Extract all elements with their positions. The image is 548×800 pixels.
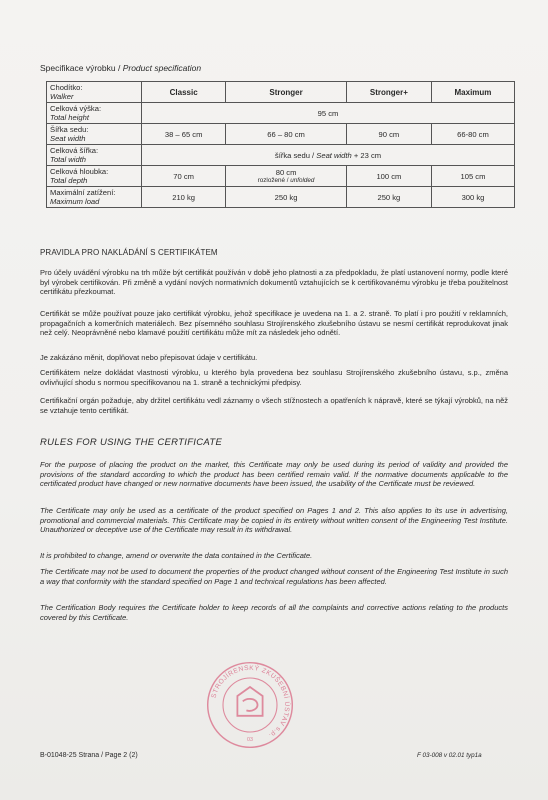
spec-table bbox=[46, 81, 515, 208]
rules-cz-paragraph: Certifikát se může používat pouze jako certifikát výrobku, jehož specifikace je uvedena na 1. a 2. straně. To platí i pro použití v reklamních, propagačních a komerčních materiálech. Bez písemného souhlasu Strojírenského zkušebního ústavu se nesmí certifikát reprodukovat jinak než celý. Neoprávněné nebo klamavé použití certifikátu může mít za následek jeho odnětí. bbox=[40, 309, 508, 338]
width-all-suffix: + 23 cm bbox=[351, 150, 382, 160]
label-max-load bbox=[47, 187, 142, 208]
rules-cz-paragraph: Certifikační orgán požaduje, aby držitel certifikátu vedl záznamy o všech stížnostech a opatřeních k nápravě, které se týkají výrobků, na něž se vztahuje tento certifikát. bbox=[40, 396, 508, 415]
width-all-en: Seat width bbox=[316, 150, 352, 160]
label-cz: Celková šířka: bbox=[50, 146, 99, 155]
load-stronger-plus: 250 kg bbox=[346, 187, 431, 208]
model-stronger-plus: Stronger+ bbox=[346, 82, 431, 103]
load-classic: 210 kg bbox=[142, 187, 226, 208]
label-cz: Celková hloubka: bbox=[50, 167, 109, 176]
stamp-number: 03 bbox=[247, 737, 253, 743]
rules-cz-paragraph: Pro účely uvádění výrobku na trh může být certifikát používán v době jeho platnosti a za předpokladu, že platí ustanovení normy, podle které byl výrobek certifikován. Při změně a vydání nových normativních dokumentů vztahujících se k certifikovanému výrobku je třeba použitelnost certifikátu přezkoumat. bbox=[40, 268, 508, 297]
row-height bbox=[47, 103, 515, 124]
row-walker bbox=[47, 82, 515, 103]
label-height bbox=[47, 103, 142, 124]
label-en: Maximum load bbox=[50, 197, 100, 206]
spec-title-cz: Specifikace výrobku / bbox=[40, 63, 123, 73]
label-cz: Chodítko: bbox=[50, 83, 83, 92]
label-cz: Maximální zatížení: bbox=[50, 188, 116, 197]
spec-title-en: Product specification bbox=[122, 63, 202, 73]
depth-note bbox=[229, 177, 343, 184]
label-en: Total depth bbox=[50, 176, 88, 185]
row-max-load bbox=[47, 187, 515, 208]
label-en: Total height bbox=[50, 113, 89, 122]
depth-maximum: 105 cm bbox=[431, 166, 514, 187]
height-all: 95 cm bbox=[142, 103, 515, 124]
load-maximum: 300 kg bbox=[431, 187, 514, 208]
seat-stronger-plus: 90 cm bbox=[346, 124, 431, 145]
label-total-depth bbox=[47, 166, 142, 187]
rules-en-paragraph: For the purpose of placing the product on the market, this Certificate may only be used during its period of validity and provided the provisions of the standard according to which the product has been certified remain valid. If the normative documents applicable to the certificated product have changed or new normative documents have been issued, the usability of the Certificate must be reviewed. bbox=[40, 460, 508, 489]
model-stronger: Stronger bbox=[226, 82, 347, 103]
rules-en-paragraph: The Certificate may not be used to document the properties of the product changed without consent of the Engineering Test Institute in such a way that conformity with the standard specified on Page 1 and technical regulations has been affected. bbox=[40, 567, 508, 586]
rules-cz-heading: PRAVIDLA PRO NAKLÁDÁNÍ S CERTIFIKÁTEM bbox=[40, 248, 218, 257]
row-total-width bbox=[47, 145, 515, 166]
depth-note-en: unfolded bbox=[290, 177, 315, 184]
label-cz: Šířka sedu: bbox=[50, 125, 89, 134]
depth-stronger-value: 80 cm bbox=[275, 168, 297, 177]
width-all-cz: šířka sedu / bbox=[274, 150, 317, 160]
seat-maximum: 66-80 cm bbox=[431, 124, 514, 145]
load-stronger: 250 kg bbox=[226, 187, 347, 208]
label-cz: Celková výška: bbox=[50, 104, 102, 113]
row-total-depth bbox=[47, 166, 515, 187]
label-en: Walker bbox=[50, 92, 74, 101]
footer-page-number: B-01048-25 Strana / Page 2 (2) bbox=[40, 752, 138, 759]
model-maximum: Maximum bbox=[431, 82, 514, 103]
seat-classic: 38 – 65 cm bbox=[142, 124, 226, 145]
depth-stronger bbox=[226, 166, 347, 187]
spec-title bbox=[40, 63, 201, 73]
model-classic: Classic bbox=[142, 82, 226, 103]
label-seat-width bbox=[47, 124, 142, 145]
depth-classic: 70 cm bbox=[142, 166, 226, 187]
depth-stronger-plus: 100 cm bbox=[346, 166, 431, 187]
institute-stamp-icon bbox=[205, 660, 295, 750]
label-total-width bbox=[47, 145, 142, 166]
rules-en-paragraph: The Certification Body requires the Certificate holder to keep records of all the complaints and corrective actions relating to the products covered by this Certificate. bbox=[40, 603, 508, 622]
width-all bbox=[142, 145, 515, 166]
row-seat-width bbox=[47, 124, 515, 145]
rules-en-heading: RULES FOR USING THE CERTIFICATE bbox=[40, 437, 223, 448]
rules-cz-paragraph: Certifikátem nelze dokládat vlastnosti výrobku, u kterého byla provedena bez souhlasu Strojírenského zkušebního ústavu, s.p., změna ovlivňující shodu s normou specifikovanou na 1. straně a technickými předpisy. bbox=[40, 368, 508, 387]
depth-note-cz: rozložené / bbox=[257, 177, 291, 184]
footer-form-code: F 03-008 v 02.01 typ1a bbox=[417, 752, 482, 759]
rules-en-paragraph: It is prohibited to change, amend or overwrite the data contained in the Certificate. bbox=[40, 551, 313, 560]
rules-cz-paragraph: Je zakázáno měnit, doplňovat nebo přepisovat údaje v certifikátu. bbox=[40, 353, 258, 362]
label-walker bbox=[47, 82, 142, 103]
stamp-ring-text: STROJÍRENSKÝ ZKUŠEBNÍ ÚSTAV s.p. bbox=[210, 664, 291, 740]
seat-stronger: 66 – 80 cm bbox=[226, 124, 347, 145]
label-en: Seat width bbox=[50, 134, 86, 143]
label-en: Total width bbox=[50, 155, 87, 164]
rules-en-paragraph: The Certificate may only be used as a certificate of the product specified on Pages 1 and 2. This also applies to its use in advertising, promotional and commercial materials. This Certificate may be copied in its entirety without written consent of the Engineering Test Institute. Unauthorized or deceptive use of the Certificate may result in its withdrawal. bbox=[40, 506, 508, 535]
